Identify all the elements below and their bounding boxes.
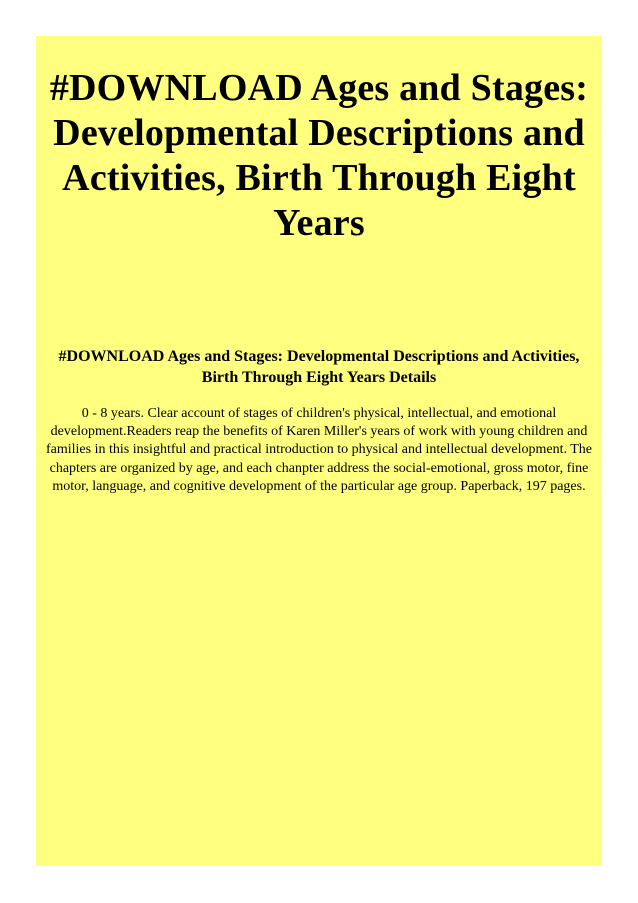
document-page: [36, 36, 602, 866]
details-heading: #DOWNLOAD Ages and Stages: Developmental Descriptions and Activities, Birth Through Eight Years Details: [58, 348, 580, 386]
page-title: #DOWNLOAD Ages and Stages: Developmental Descriptions and Activities, Birth Through Eight Years: [49, 67, 589, 244]
book-description: 0 - 8 years. Clear account of stages of children's physical, intellectual, and emotional development.Readers reap the benefits of Karen Miller's years of work with young children and families in this insightful and practical introduction to physical and intellectual development. The chapters are organized by age, and each chanpter address the social-emotional, gross motor, fine motor, language, and cognitive development of the particular age group. Paperback, 197 pages.: [46, 406, 592, 494]
